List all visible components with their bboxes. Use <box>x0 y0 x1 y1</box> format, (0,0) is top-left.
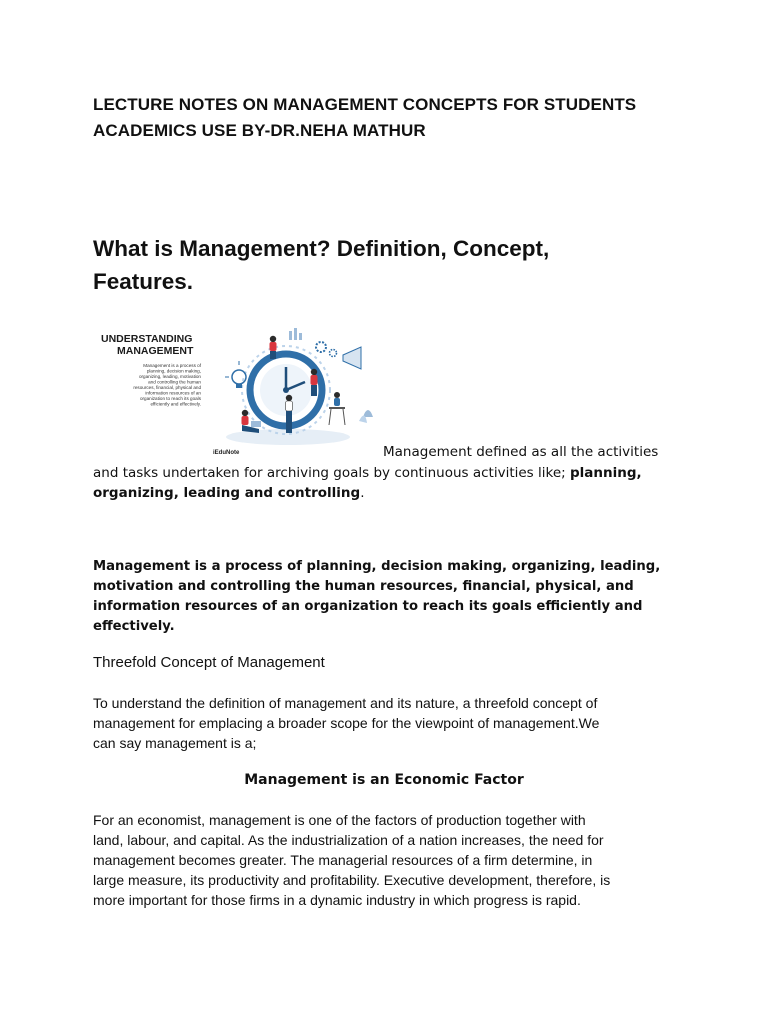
bold-definition-line: motivation and controlling the human resources, financial, physical, and <box>93 579 634 594</box>
economic-line: land, labour, and capital. As the industrialization of a nation increases, the need for <box>93 832 604 848</box>
illustration-caption-line: Management is a process of <box>143 363 201 368</box>
illustration-caption-line: resources, financial, physical and <box>133 385 201 390</box>
bold-definition-paragraph <box>93 557 673 637</box>
threefold-paragraph <box>93 693 673 753</box>
person-top-figure <box>270 336 277 359</box>
threefold-line: To understand the definition of management and its nature, a threefold concept of <box>93 695 598 711</box>
economic-line: large measure, its productivity and profitability. Executive development, therefore, is <box>93 872 611 888</box>
illustration-caption-line: and controlling the human <box>148 379 201 385</box>
illustration-caption-line: organizing, leading, motivation <box>138 374 201 379</box>
illustration-caption-line: efficiently and effectively. <box>150 401 201 407</box>
definition-end: . <box>360 485 365 501</box>
illustration-caption-line: planning, decision making, <box>146 368 201 374</box>
threefold-heading: Threefold Concept of Management <box>93 654 325 671</box>
main-heading-line-2: Features. <box>93 269 194 294</box>
economic-line: more important for those firms in a dynamic industry in which progress is rapid. <box>93 892 581 908</box>
definition-bold-text-1: planning, <box>570 465 642 481</box>
economic-factor-paragraph <box>93 810 673 910</box>
definition-continued-text: and tasks undertaken for archiving goals by continuous activities like; <box>93 465 570 481</box>
definition-inline-text: Management defined as all the activities <box>383 444 659 460</box>
bold-definition-line: Management is a process of planning, decision making, organizing, leading, <box>93 559 661 574</box>
threefold-line: can say management is a; <box>93 735 257 751</box>
main-heading-line-1: What is Management? Definition, Concept, <box>93 236 550 261</box>
economic-line: management becomes greater. The managerial resources of a firm determine, in <box>93 852 593 868</box>
threefold-line: management for emplacing a broader scope for the viewpoint of management.We <box>93 715 600 731</box>
economic-line: For an economist, management is one of the factors of production together with <box>93 812 586 828</box>
main-heading <box>93 232 653 298</box>
edunote-logo: iEduNote <box>213 450 240 456</box>
illustration-title-line-2: MANAGEMENT <box>117 345 194 357</box>
document-title-line-2: ACADEMICS USE BY-DR.NEHA MATHUR <box>93 121 426 140</box>
definition-bold-text-2: organizing, leading and controlling <box>93 485 361 501</box>
illustration-title-line-1: UNDERSTANDING <box>101 333 193 345</box>
understanding-management-illustration <box>93 325 380 457</box>
bold-definition-line: effectively. <box>93 619 175 634</box>
bold-definition-line: information resources of an organization to reach its goals efficiently and <box>93 599 643 614</box>
document-title-line-1: LECTURE NOTES ON MANAGEMENT CONCEPTS FOR STUDENTS <box>93 95 637 114</box>
document-title <box>93 92 693 144</box>
illustration-caption-line: information resources of an <box>145 390 201 396</box>
economic-factor-heading: Management is an Economic Factor <box>244 772 524 788</box>
definition-paragraph <box>93 463 673 503</box>
person-right-figure <box>311 369 318 396</box>
illustration-caption-line: organization to reach its goals <box>139 396 201 401</box>
